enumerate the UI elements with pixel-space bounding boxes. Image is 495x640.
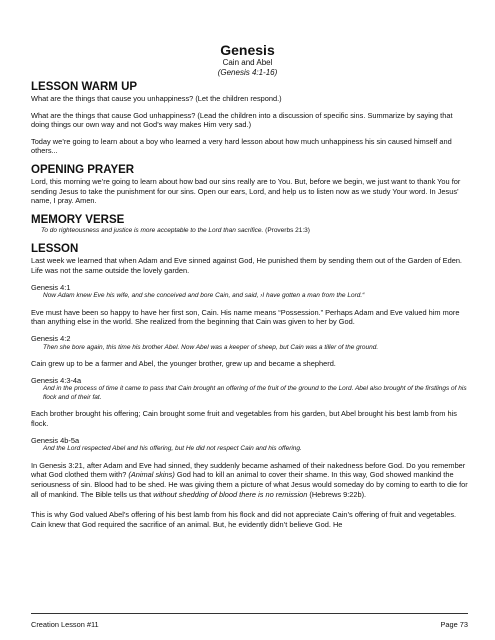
footer-lesson-label: Creation Lesson #11 [31,620,99,629]
lesson-paragraph-4: Each brother brought his offering; Cain brought some fruit and vegetables from his garden, but Abel brought his best lamb from his flock. [31,409,457,429]
lesson-paragraph-5-part-d: without shedding of blood there is no remission [153,489,308,499]
warmup-paragraph-2: What are the things that cause God unhappiness? (Lead the children into a discussion of specific sins. Summarize by saying that doing things our own way and not God’s way makes Him very sad.) [31,110,453,130]
lesson-paragraph-2: Eve must have been so happy to have her first son, Cain. His name means “Possession.” Perhaps Adam and Eve valued him more than anything else in the world. She realized from the beginning that Cain was given to her by God. [31,307,460,327]
scripture-ref-3: Genesis 4:3-4a [31,375,82,385]
scripture-quote-2: Then she bore again, this time his brother Abel. Now Abel was a keeper of sheep, but Cain was a tiller of the ground. [43,343,379,351]
footer-page-number: Page 73 [440,620,468,629]
scripture-ref-1: Genesis 4:1 [31,282,71,292]
lesson-subtitle: Cain and Abel [222,58,273,67]
lesson-paragraph-5-part-e: (Hebrews 9:22b). [307,489,367,499]
warmup-paragraph-3: Today we’re going to learn about a boy who learned a very hard lesson about how much unhappiness his sin caused himself and others... [31,136,452,156]
memory-verse [41,227,468,236]
lesson-paragraph-5-part-a: In Genesis 3:21, after Adam and Eve had sinned, they suddenly became ashamed of their nakedness before God. Do you remember what God clothed them with? [31,460,466,480]
prayer-text: Lord, this morning we’re going to learn about how bad our sins really are to You. But, before we begin, we just want to thank You for sending Jesus to take the punishment for our sins. Open our ears, Lord, and help us to listen now as we study Your word. In Jesus’ name, I pray. Amen. [31,176,461,206]
warmup-paragraph-1: What are the things that cause you unhappiness? (Let the children respond.) [31,94,282,103]
lesson-paragraph-5 [31,461,468,499]
scripture-ref-2: Genesis 4:2 [31,333,71,343]
lesson-paragraph-5-part-c: God had to kill an animal to cover their shame. In this way, God showed mankind the seriousness of sin. Blood had to be shed. He was giving them a picture of what Jesus would someday do by coming to earth to die for all of mankind. The Bible tells us that [31,470,468,499]
lesson-paragraph-5-part-b: (Animal skins) [128,470,175,480]
lesson-heading: LESSON [31,243,79,256]
lesson-content [31,80,468,529]
scripture-quote-4: And the Lord respected Abel and his offering, but He did not respect Cain and his offering. [43,445,302,453]
scripture-quote-1: Now Adam knew Eve his wife, and she conceived and bore Cain, and said, ›I have gotten a man from the Lord.“ [43,292,365,300]
page-footer [31,613,468,629]
scripture-quote-3: And in the process of time it came to pass that Cain brought an offering of the fruit of the ground to the Lord. Abel also brought of the firstlings of his flock and of their fat. [43,385,467,401]
scripture-ref-4: Genesis 4b-5a [31,435,80,445]
memory-verse-heading: MEMORY VERSE [31,213,125,226]
lesson-header [0,42,495,77]
lesson-paragraph-3: Cain grew up to be a farmer and Abel, the younger brother, grew up and became a shepherd. [31,359,336,369]
prayer-heading: OPENING PRAYER [31,163,135,176]
lesson-paragraph-6: This is why God valued Abel’s offering of his best lamb from his flock and did not appreciate Cain’s offering of fruit and vegetables. Cain knew that God required the sacrifice of an animal. But, he evidently didn’t believe God. He [31,510,457,529]
page-title: Genesis [220,42,275,58]
lesson-paragraph-1: Last week we learned that when Adam and Eve sinned against God, He punished them by sending them out of the Garden of Eden. Life was not the same outside the lovely garden. [31,256,462,275]
scripture-reference: (Genesis 4:1-16) [217,67,278,77]
memory-verse-text: To do righteousness and justice is more acceptable to the Lord than sacrifice. [41,226,264,234]
warmup-heading: LESSON WARM UP [31,81,138,93]
memory-verse-citation: (Proverbs 21:3) [265,226,310,234]
